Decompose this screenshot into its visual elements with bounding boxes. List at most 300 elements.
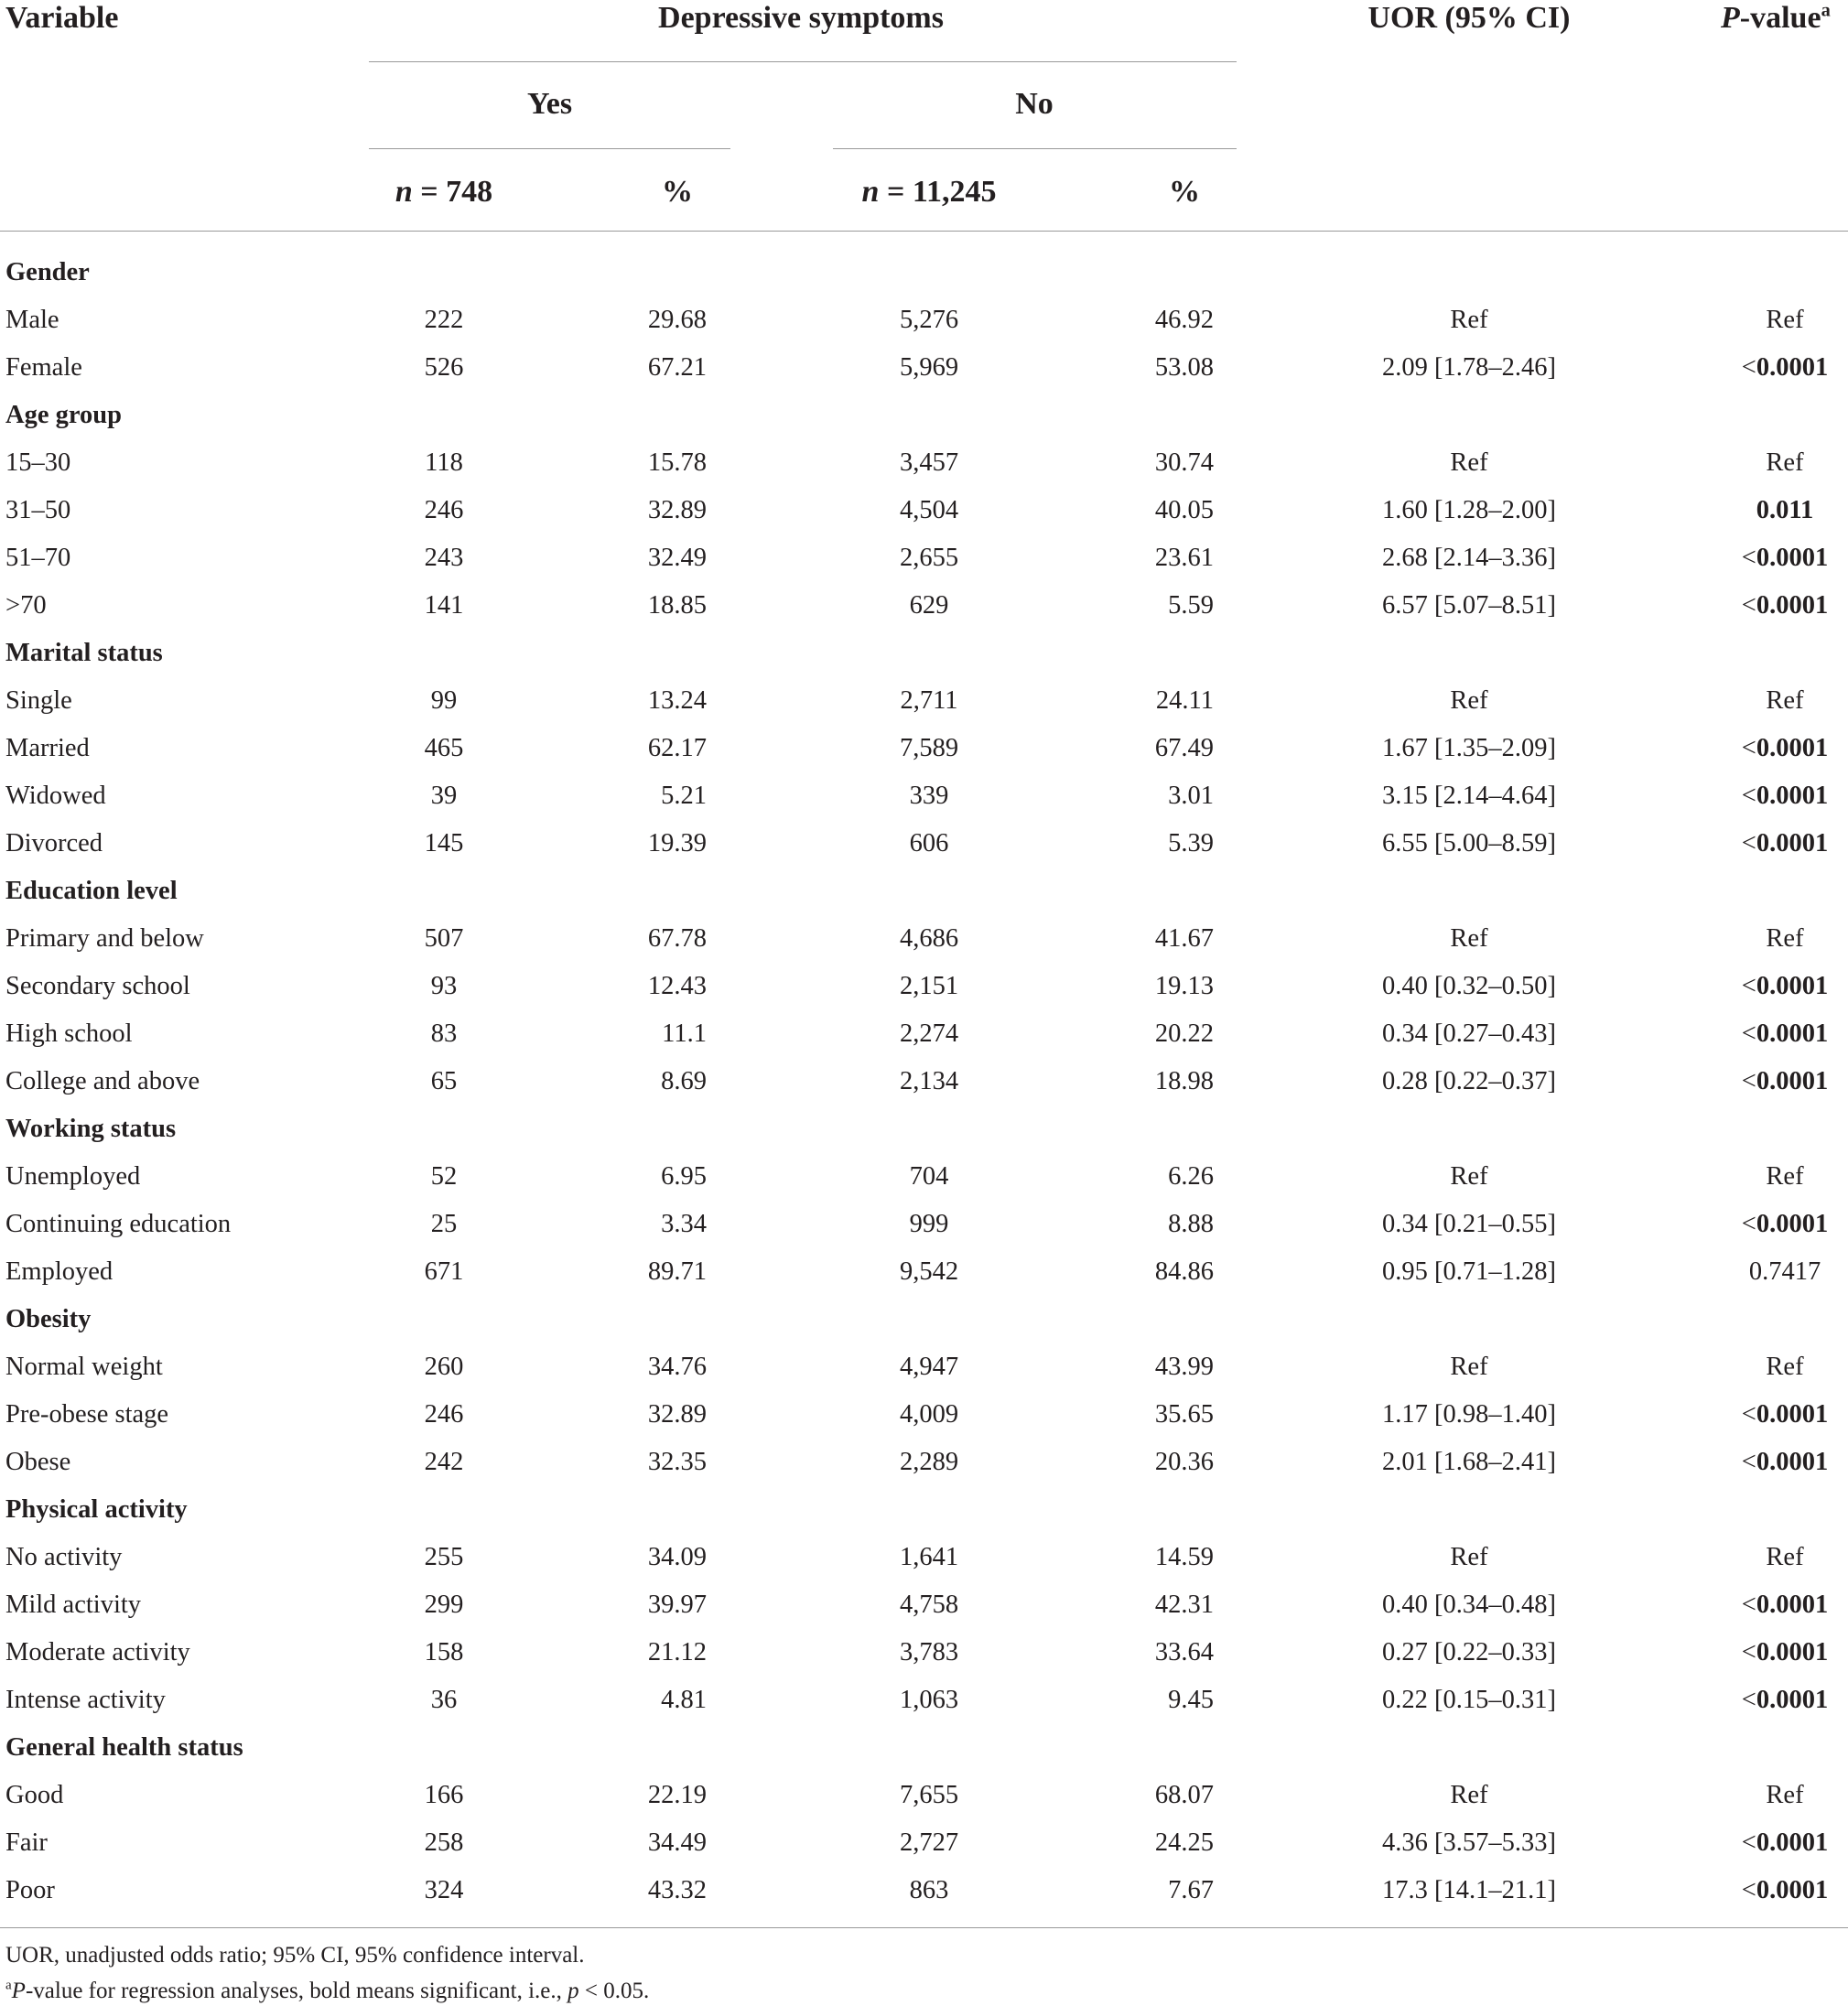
yes-n-cell: 52 <box>430 1162 458 1191</box>
yes-pct-cell: 3.34 <box>661 1210 707 1238</box>
yes-n-cell: 255 <box>424 1543 464 1571</box>
no-n-cell: 2,274 <box>899 1019 959 1048</box>
table-row <box>0 1153 1848 1201</box>
pvalue-prefix: < <box>1741 1448 1756 1476</box>
yes-n-cell: 65 <box>430 1067 458 1095</box>
pvalue-prefix: < <box>1741 1638 1756 1666</box>
yes-pct-cell: 5.21 <box>661 782 707 810</box>
header-no-n <box>838 174 1021 210</box>
table-row <box>0 297 1848 344</box>
no-n-cell: 2,711 <box>900 686 958 715</box>
header-no-pct: % <box>1169 175 1200 209</box>
pvalue-value: Ref <box>1766 1162 1804 1191</box>
table-row <box>0 1819 1848 1867</box>
pvalue-value: Ref <box>1766 1543 1804 1571</box>
row-label: High school <box>5 1019 133 1048</box>
uor-cell: 0.22 [0.15–0.31] <box>1382 1686 1556 1714</box>
row-label: Primary and below <box>5 924 204 953</box>
yes-pct-cell: 32.89 <box>647 1400 707 1429</box>
pvalue-cell <box>1693 1772 1848 1819</box>
table-row <box>0 1581 1848 1629</box>
no-n-cell: 5,276 <box>899 306 959 334</box>
no-pct-cell: 18.98 <box>1154 1067 1214 1095</box>
pvalue-prefix: < <box>1741 544 1756 572</box>
no-n-cell: 1,063 <box>899 1686 959 1714</box>
no-pct-cell: 8.88 <box>1168 1210 1214 1238</box>
yes-n-cell: 36 <box>430 1686 458 1714</box>
no-pct-cell: 7.67 <box>1168 1876 1214 1904</box>
section-header-row <box>0 1724 1848 1772</box>
pvalue-cell <box>1693 1010 1848 1058</box>
no-n-cell: 339 <box>909 782 949 810</box>
yes-pct-cell: 32.49 <box>647 544 707 572</box>
pvalue-value: Ref <box>1766 686 1804 715</box>
no-n-cell: 999 <box>909 1210 949 1238</box>
uor-cell: 2.68 [2.14–3.36] <box>1382 544 1556 572</box>
uor-cell: 0.95 [0.71–1.28] <box>1382 1257 1556 1286</box>
yes-pct-cell: 4.81 <box>661 1686 707 1714</box>
header-yes-n <box>375 174 513 210</box>
section-label: Working status <box>5 1115 177 1143</box>
uor-cell: 6.55 [5.00–8.59] <box>1382 829 1556 857</box>
uor-cell: Ref <box>1450 1162 1488 1191</box>
uor-cell: Ref <box>1450 306 1488 334</box>
uor-cell: Ref <box>1450 686 1488 715</box>
pvalue-prefix: < <box>1741 734 1756 762</box>
yes-n-cell: 118 <box>425 448 463 477</box>
pvalue-value: 0.0001 <box>1756 1686 1829 1714</box>
pvalue-prefix: < <box>1741 1828 1756 1857</box>
yes-pct-cell: 13.24 <box>647 686 707 715</box>
pvalue-cell <box>1693 1629 1848 1677</box>
row-label: Pre-obese stage <box>5 1400 169 1429</box>
uor-cell: 4.36 [3.57–5.33] <box>1382 1828 1556 1857</box>
no-n-cell: 629 <box>909 591 949 620</box>
pvalue-value: 0.0001 <box>1756 1638 1829 1666</box>
uor-cell: 17.3 [14.1–21.1] <box>1382 1876 1556 1904</box>
yes-pct-cell: 29.68 <box>647 306 707 334</box>
yes-n-cell: 246 <box>424 496 464 524</box>
no-n-cell: 1,641 <box>899 1543 959 1571</box>
pvalue-prefix: < <box>1741 353 1756 382</box>
yes-pct-cell: 43.32 <box>647 1876 707 1904</box>
pvalue-cell <box>1693 1581 1848 1629</box>
no-n-cell: 2,134 <box>899 1067 959 1095</box>
no-pct-cell: 84.86 <box>1154 1257 1214 1286</box>
yes-pct-cell: 6.95 <box>661 1162 707 1191</box>
yes-pct-cell: 8.69 <box>661 1067 707 1095</box>
pvalue-cell <box>1693 439 1848 487</box>
header-depressive-symptoms: Depressive symptoms <box>658 1 944 35</box>
uor-cell: 0.27 [0.22–0.33] <box>1382 1638 1556 1666</box>
yes-n-cell: 246 <box>424 1400 464 1429</box>
pvalue-cell <box>1693 534 1848 582</box>
yes-pct-cell: 62.17 <box>647 734 707 762</box>
yes-n-cell: 260 <box>424 1353 464 1381</box>
no-pct-cell: 14.59 <box>1154 1543 1214 1571</box>
yes-pct-cell: 32.89 <box>647 496 707 524</box>
pvalue-value: 0.0001 <box>1756 1591 1829 1619</box>
no-pct-cell: 20.22 <box>1154 1019 1214 1048</box>
pvalue-prefix: < <box>1741 972 1756 1000</box>
no-pct-cell: 24.25 <box>1154 1828 1214 1857</box>
pvalue-cell <box>1693 915 1848 963</box>
no-pct-cell: 6.26 <box>1168 1162 1214 1191</box>
footnote-abbreviations: UOR, unadjusted odds ratio; 95% CI, 95% confidence interval. <box>5 1943 585 1968</box>
section-header-row <box>0 1105 1848 1153</box>
header-yes: Yes <box>526 87 573 121</box>
table-row <box>0 1248 1848 1296</box>
pvalue-value: 0.011 <box>1756 496 1814 524</box>
row-label: Single <box>5 686 72 715</box>
header-uor: UOR (95% CI) <box>1367 1 1571 35</box>
pvalue-value: Ref <box>1766 924 1804 953</box>
header-yes-n-value: = 748 <box>412 175 493 209</box>
pvalue-value: 0.0001 <box>1756 829 1829 857</box>
uor-cell: Ref <box>1450 1781 1488 1809</box>
yes-n-cell: 324 <box>424 1876 464 1904</box>
table-row <box>0 1058 1848 1105</box>
pvalue-value: 0.0001 <box>1756 353 1829 382</box>
no-n-cell: 4,009 <box>899 1400 959 1429</box>
footnote-end: < 0.05. <box>578 1979 650 2003</box>
footnote-p-small: p <box>567 1979 579 2003</box>
table-row <box>0 820 1848 868</box>
table-row <box>0 1629 1848 1677</box>
no-pct-cell: 42.31 <box>1154 1591 1214 1619</box>
table-row <box>0 1439 1848 1486</box>
no-pct-cell: 23.61 <box>1154 544 1214 572</box>
row-label: 51–70 <box>5 544 71 572</box>
yes-n-cell: 222 <box>424 306 464 334</box>
table-row <box>0 1867 1848 1914</box>
row-label: Unemployed <box>5 1162 141 1191</box>
pvalue-value: 0.0001 <box>1756 1210 1829 1238</box>
row-label: Mild activity <box>5 1591 142 1619</box>
row-label: Widowed <box>5 782 106 810</box>
header-no: No <box>1015 87 1054 121</box>
footnote-pvalue <box>5 1977 649 2006</box>
pvalue-value: Ref <box>1766 1781 1804 1809</box>
uor-cell: 0.28 [0.22–0.37] <box>1382 1067 1556 1095</box>
yes-pct-cell: 11.1 <box>662 1019 707 1048</box>
header-yes-n-italic: n <box>394 175 413 209</box>
pvalue-cell <box>1693 677 1848 725</box>
row-label: Secondary school <box>5 972 190 1000</box>
table-row <box>0 1772 1848 1819</box>
yes-pct-cell: 67.78 <box>647 924 707 953</box>
table-row <box>0 1010 1848 1058</box>
row-label: Fair <box>5 1828 48 1857</box>
header-pvalue-p: P <box>1721 1 1740 35</box>
pvalue-prefix: < <box>1741 829 1756 857</box>
yes-pct-cell: 32.35 <box>647 1448 707 1476</box>
yes-n-cell: 25 <box>430 1210 458 1238</box>
no-n-cell: 2,151 <box>899 972 959 1000</box>
no-n-cell: 2,655 <box>899 544 959 572</box>
yes-n-cell: 258 <box>424 1828 464 1857</box>
pvalue-cell <box>1693 725 1848 772</box>
row-label: Male <box>5 306 59 334</box>
uor-cell: Ref <box>1450 1543 1488 1571</box>
pvalue-value: 0.0001 <box>1756 1067 1829 1095</box>
section-label: Education level <box>5 877 178 905</box>
no-n-cell: 7,655 <box>899 1781 959 1809</box>
yes-pct-cell: 39.97 <box>647 1591 707 1619</box>
section-label: Gender <box>5 258 90 286</box>
header-pvalue-sup: a <box>1821 0 1831 21</box>
header-pvalue-text: -value <box>1739 1 1821 35</box>
row-label: No activity <box>5 1543 123 1571</box>
footnote-p-italic: P <box>11 1979 26 2003</box>
row-label: Married <box>5 734 90 762</box>
no-pct-cell: 43.99 <box>1154 1353 1214 1381</box>
section-label: Marital status <box>5 639 163 667</box>
row-label: Normal weight <box>5 1353 163 1381</box>
table-bottom-rule <box>0 1927 1848 1928</box>
pvalue-value: 0.0001 <box>1756 734 1829 762</box>
yes-n-cell: 93 <box>430 972 458 1000</box>
table-row <box>0 963 1848 1010</box>
pvalue-cell <box>1693 582 1848 630</box>
yes-n-cell: 507 <box>424 924 464 953</box>
pvalue-cell <box>1693 772 1848 820</box>
pvalue-cell <box>1693 1248 1848 1296</box>
header-rule-depressive <box>369 61 1237 62</box>
pvalue-value: 0.0001 <box>1756 1448 1829 1476</box>
row-label: Poor <box>5 1876 55 1904</box>
no-n-cell: 4,758 <box>899 1591 959 1619</box>
pvalue-value: 0.0001 <box>1756 1876 1829 1904</box>
uor-cell: 0.34 [0.27–0.43] <box>1382 1019 1556 1048</box>
header-rule-no <box>833 148 1237 149</box>
uor-cell: Ref <box>1450 448 1488 477</box>
no-pct-cell: 3.01 <box>1168 782 1214 810</box>
header-no-n-value: = 11,245 <box>879 175 997 209</box>
pvalue-prefix: < <box>1741 1019 1756 1048</box>
no-n-cell: 606 <box>909 829 949 857</box>
no-pct-cell: 19.13 <box>1154 972 1214 1000</box>
uor-cell: 1.17 [0.98–1.40] <box>1382 1400 1556 1429</box>
row-label: Moderate activity <box>5 1638 190 1666</box>
pvalue-value: Ref <box>1766 1353 1804 1381</box>
table-row <box>0 1534 1848 1581</box>
pvalue-value: Ref <box>1766 448 1804 477</box>
row-label: >70 <box>5 591 47 620</box>
pvalue-prefix: < <box>1741 1591 1756 1619</box>
yes-n-cell: 242 <box>424 1448 464 1476</box>
row-label: 31–50 <box>5 496 71 524</box>
row-label: Continuing education <box>5 1210 232 1238</box>
pvalue-prefix: < <box>1741 1686 1756 1714</box>
yes-n-cell: 141 <box>424 591 464 620</box>
no-pct-cell: 30.74 <box>1154 448 1214 477</box>
footnote-text: -value for regression analyses, bold means significant, i.e., <box>25 1979 568 2003</box>
no-n-cell: 4,504 <box>899 496 959 524</box>
no-pct-cell: 46.92 <box>1154 306 1214 334</box>
pvalue-cell <box>1693 963 1848 1010</box>
uor-cell: 0.40 [0.32–0.50] <box>1382 972 1556 1000</box>
yes-n-cell: 671 <box>424 1257 464 1286</box>
pvalue-value: Ref <box>1766 306 1804 334</box>
section-label: General health status <box>5 1733 243 1762</box>
yes-pct-cell: 15.78 <box>647 448 707 477</box>
row-label: Employed <box>5 1257 113 1286</box>
pvalue-prefix: < <box>1741 1400 1756 1429</box>
uor-cell: 1.67 [1.35–2.09] <box>1382 734 1556 762</box>
yes-pct-cell: 19.39 <box>647 829 707 857</box>
no-pct-cell: 35.65 <box>1154 1400 1214 1429</box>
no-n-cell: 863 <box>909 1876 949 1904</box>
yes-n-cell: 243 <box>424 544 464 572</box>
pvalue-cell <box>1693 1201 1848 1248</box>
pvalue-cell <box>1693 1153 1848 1201</box>
row-label: College and above <box>5 1067 200 1095</box>
yes-pct-cell: 12.43 <box>647 972 707 1000</box>
yes-pct-cell: 34.76 <box>647 1353 707 1381</box>
pvalue-cell <box>1693 1058 1848 1105</box>
yes-n-cell: 299 <box>424 1591 464 1619</box>
yes-n-cell: 166 <box>424 1781 464 1809</box>
footnote-sup: a <box>5 1978 12 1993</box>
yes-pct-cell: 34.09 <box>647 1543 707 1571</box>
pvalue-value: 0.0001 <box>1756 1400 1829 1429</box>
yes-pct-cell: 67.21 <box>647 353 707 382</box>
yes-n-cell: 83 <box>430 1019 458 1048</box>
pvalue-value: 0.0001 <box>1756 972 1829 1000</box>
pvalue-cell <box>1693 1343 1848 1391</box>
pvalue-cell <box>1693 344 1848 392</box>
row-label: Good <box>5 1781 64 1809</box>
table-body <box>0 249 1848 1914</box>
header-variable: Variable <box>5 1 119 35</box>
section-header-row <box>0 1296 1848 1343</box>
header-rule-yes <box>369 148 730 149</box>
pvalue-cell <box>1693 1534 1848 1581</box>
pvalue-cell <box>1693 1391 1848 1439</box>
header-pvalue <box>1721 0 1831 37</box>
section-header-row <box>0 392 1848 439</box>
no-n-cell: 2,727 <box>899 1828 959 1857</box>
table-row <box>0 772 1848 820</box>
pvalue-cell <box>1693 1677 1848 1724</box>
no-pct-cell: 5.59 <box>1168 591 1214 620</box>
table-row <box>0 487 1848 534</box>
uor-cell: 2.09 [1.78–2.46] <box>1382 353 1556 382</box>
no-n-cell: 7,589 <box>899 734 959 762</box>
no-pct-cell: 67.49 <box>1154 734 1214 762</box>
pvalue-prefix: < <box>1741 1876 1756 1904</box>
no-n-cell: 5,969 <box>899 353 959 382</box>
no-pct-cell: 9.45 <box>1168 1686 1214 1714</box>
uor-cell: 6.57 [5.07–8.51] <box>1382 591 1556 620</box>
row-label: Female <box>5 353 82 382</box>
table-row <box>0 725 1848 772</box>
section-label: Physical activity <box>5 1495 188 1524</box>
yes-n-cell: 465 <box>424 734 464 762</box>
pvalue-cell <box>1693 1439 1848 1486</box>
table-row <box>0 915 1848 963</box>
table-row <box>0 677 1848 725</box>
no-pct-cell: 41.67 <box>1154 924 1214 953</box>
pvalue-cell <box>1693 1867 1848 1914</box>
uor-cell: 2.01 [1.68–2.41] <box>1382 1448 1556 1476</box>
row-label: Obese <box>5 1448 71 1476</box>
uor-cell: 1.60 [1.28–2.00] <box>1382 496 1556 524</box>
pvalue-cell <box>1693 1819 1848 1867</box>
yes-n-cell: 99 <box>430 686 458 715</box>
yes-n-cell: 39 <box>430 782 458 810</box>
section-header-row <box>0 868 1848 915</box>
no-pct-cell: 20.36 <box>1154 1448 1214 1476</box>
uor-cell: Ref <box>1450 924 1488 953</box>
no-pct-cell: 33.64 <box>1154 1638 1214 1666</box>
uor-cell: 0.40 [0.34–0.48] <box>1382 1591 1556 1619</box>
yes-n-cell: 145 <box>424 829 464 857</box>
yes-pct-cell: 18.85 <box>647 591 707 620</box>
yes-pct-cell: 89.71 <box>647 1257 707 1286</box>
yes-pct-cell: 21.12 <box>647 1638 707 1666</box>
table-row <box>0 534 1848 582</box>
yes-pct-cell: 34.49 <box>647 1828 707 1857</box>
no-pct-cell: 24.11 <box>1155 686 1214 715</box>
no-pct-cell: 5.39 <box>1168 829 1214 857</box>
uor-cell: 0.34 [0.21–0.55] <box>1382 1210 1556 1238</box>
no-pct-cell: 68.07 <box>1154 1781 1214 1809</box>
pvalue-prefix: < <box>1741 1210 1756 1238</box>
pvalue-value: 0.0001 <box>1756 591 1829 620</box>
pvalue-cell <box>1693 820 1848 868</box>
pvalue-value: 0.0001 <box>1756 1019 1829 1048</box>
pvalue-prefix: < <box>1741 1067 1756 1095</box>
no-n-cell: 2,289 <box>899 1448 959 1476</box>
table-row <box>0 439 1848 487</box>
table-row <box>0 582 1848 630</box>
header-bottom-rule <box>0 231 1848 232</box>
no-n-cell: 4,686 <box>899 924 959 953</box>
yes-n-cell: 158 <box>424 1638 464 1666</box>
section-header-row <box>0 1486 1848 1534</box>
no-n-cell: 3,457 <box>899 448 959 477</box>
section-header-row <box>0 249 1848 297</box>
pvalue-cell <box>1693 487 1848 534</box>
table-row <box>0 1343 1848 1391</box>
no-n-cell: 3,783 <box>899 1638 959 1666</box>
section-header-row <box>0 630 1848 677</box>
yes-n-cell: 526 <box>424 353 464 382</box>
uor-cell: Ref <box>1450 1353 1488 1381</box>
no-pct-cell: 40.05 <box>1154 496 1214 524</box>
row-label: 15–30 <box>5 448 71 477</box>
pvalue-value: 0.0001 <box>1756 1828 1829 1857</box>
no-n-cell: 4,947 <box>899 1353 959 1381</box>
table-row <box>0 1201 1848 1248</box>
no-n-cell: 704 <box>909 1162 949 1191</box>
table-row <box>0 1677 1848 1724</box>
section-label: Obesity <box>5 1305 92 1333</box>
yes-pct-cell: 22.19 <box>647 1781 707 1809</box>
pvalue-value: 0.0001 <box>1756 544 1829 572</box>
pvalue-prefix: < <box>1741 782 1756 810</box>
section-label: Age group <box>5 401 122 429</box>
table-row <box>0 344 1848 392</box>
pvalue-prefix: < <box>1741 591 1756 620</box>
row-label: Intense activity <box>5 1686 166 1714</box>
table-row <box>0 1391 1848 1439</box>
header-no-n-italic: n <box>861 175 880 209</box>
pvalue-cell <box>1693 297 1848 344</box>
row-label: Divorced <box>5 829 103 857</box>
